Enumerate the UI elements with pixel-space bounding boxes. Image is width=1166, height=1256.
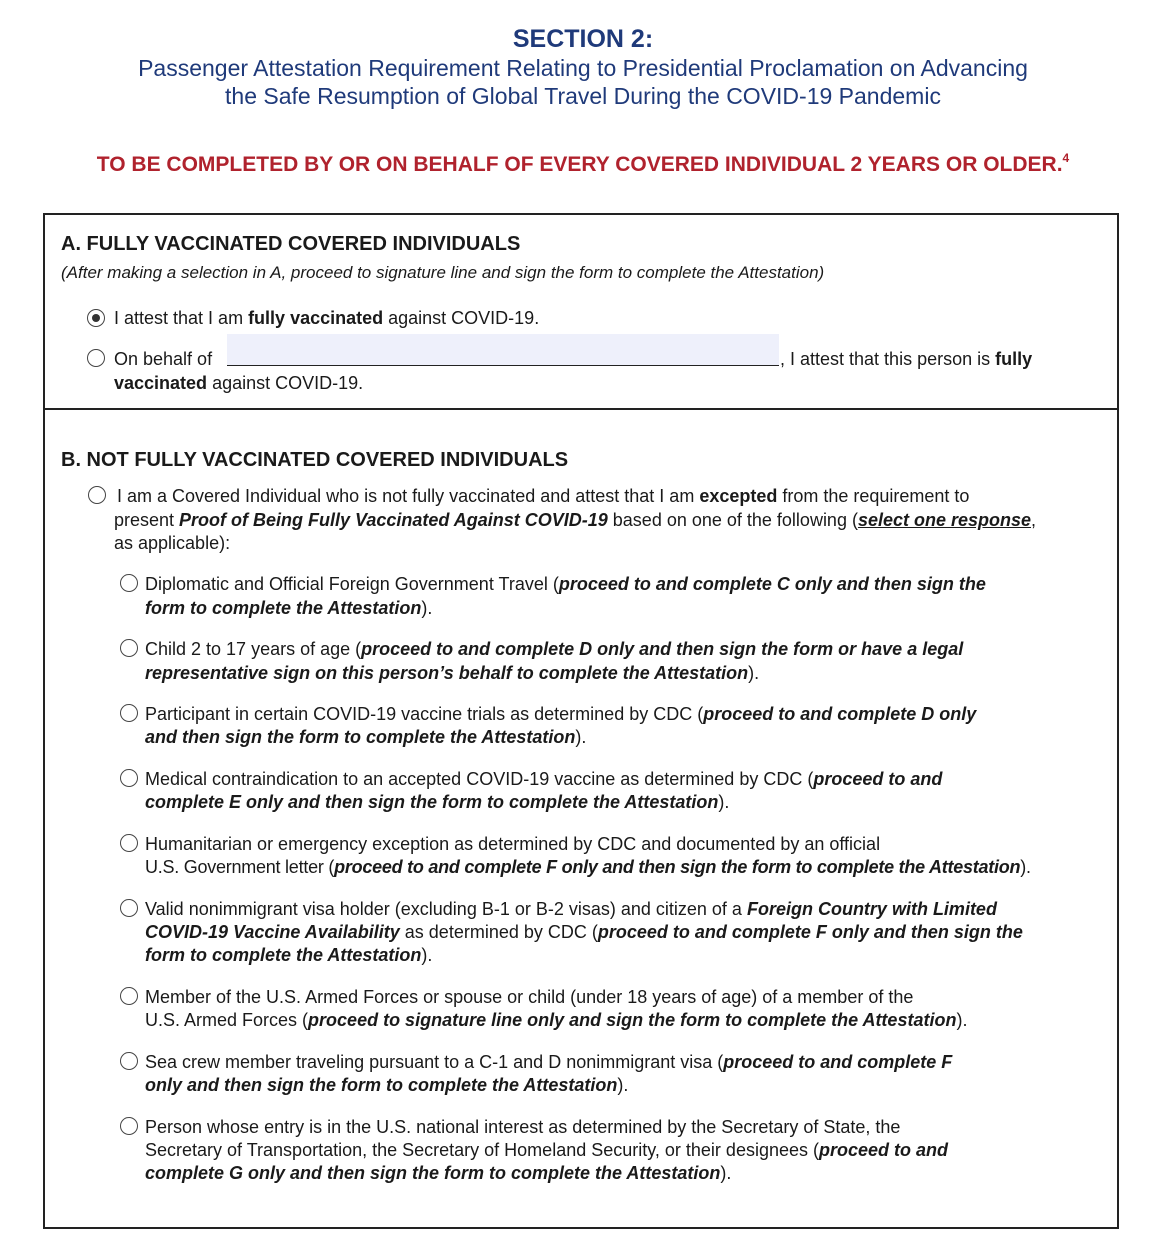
exception-visa-line3: form to complete the Attestation). bbox=[145, 945, 433, 965]
exception-child-line2: representative sign on this person’s behalf to complete the Attestation). bbox=[145, 663, 760, 683]
radio-exception-child[interactable] bbox=[120, 639, 138, 657]
radio-exception-medical[interactable] bbox=[120, 769, 138, 787]
exception-trial-line1: Participant in certain COVID-19 vaccine trials as determined by CDC (proceed to and complete D only bbox=[145, 704, 977, 724]
radio-fully-vaccinated-self[interactable] bbox=[87, 309, 105, 327]
radio-exception-diplomatic[interactable] bbox=[120, 574, 138, 592]
completion-notice bbox=[0, 144, 1166, 179]
exception-child-line1: Child 2 to 17 years of age (proceed to and complete D only and then sign the form or have a legal bbox=[145, 639, 964, 659]
option-on-behalf-pre: On behalf of bbox=[114, 349, 213, 369]
radio-exception-national-interest[interactable] bbox=[120, 1117, 138, 1135]
section-a-instruction: (After making a selection in A, proceed to signature line and sign the form to complete the Attestation) bbox=[61, 263, 825, 282]
exception-seacrew-line1: Sea crew member traveling pursuant to a C-1 and D nonimmigrant visa (proceed to and complete F bbox=[145, 1052, 953, 1072]
notice-text: TO BE COMPLETED BY OR ON BEHALF OF EVERY COVERED INDIVIDUAL 2 YEARS OR OLDER. bbox=[96, 153, 1063, 176]
attestation-form-box bbox=[43, 213, 1119, 1229]
radio-exception-armed-forces[interactable] bbox=[120, 987, 138, 1005]
radio-exception-humanitarian[interactable] bbox=[120, 834, 138, 852]
exception-diplomatic-line2: form to complete the Attestation). bbox=[145, 598, 433, 618]
exception-armed-line1: Member of the U.S. Armed Forces or spouse or child (under 18 years of age) of a member of the bbox=[145, 987, 914, 1007]
radio-exception-sea-crew[interactable] bbox=[120, 1052, 138, 1070]
exception-humanitarian-line2: U.S. Government letter (proceed to and complete F only and then sign the form to complete the Attestation). bbox=[145, 857, 1031, 877]
select-one-response-link: select one response bbox=[857, 510, 1032, 530]
section-a-title: A. FULLY VACCINATED COVERED INDIVIDUALS bbox=[61, 233, 521, 255]
exception-medical-line1: Medical contraindication to an accepted COVID-19 vaccine as determined by CDC (proceed to and bbox=[145, 769, 943, 789]
radio-fully-vaccinated-on-behalf[interactable] bbox=[87, 349, 105, 367]
section-divider bbox=[45, 408, 1117, 410]
radio-exception-vaccine-trial[interactable] bbox=[120, 704, 138, 722]
option-excepted-line1: I am a Covered Individual who is not fully vaccinated and attest that I am excepted from the requirement to bbox=[117, 486, 970, 506]
exception-armed-line2: U.S. Armed Forces (proceed to signature line only and sign the form to complete the Attestation). bbox=[145, 1010, 968, 1030]
section-subtitle-line1: Passenger Attestation Requirement Relating to Presidential Proclamation on Advancing bbox=[138, 55, 1028, 81]
section-title: SECTION 2: bbox=[512, 25, 654, 53]
option-excepted-line3: as applicable): bbox=[114, 533, 231, 553]
option-on-behalf-post: , I attest that this person is fully bbox=[780, 349, 1033, 369]
radio-not-fully-vaccinated-excepted[interactable] bbox=[88, 486, 106, 504]
section-b-title: B. NOT FULLY VACCINATED COVERED INDIVIDUALS bbox=[61, 449, 569, 471]
option-excepted-line2: present Proof of Being Fully Vaccinated Against COVID-19 based on one of the following (select one response, bbox=[114, 510, 1037, 530]
radio-exception-visa-holder[interactable] bbox=[120, 899, 138, 917]
exception-medical-line2: complete E only and then sign the form to complete the Attestation). bbox=[145, 792, 730, 812]
exception-seacrew-line2: only and then sign the form to complete the Attestation). bbox=[145, 1075, 629, 1095]
notice-footnote: 4 bbox=[1062, 151, 1070, 165]
on-behalf-name-field[interactable] bbox=[227, 334, 779, 366]
exception-national-line2: Secretary of Transportation, the Secretary of Homeland Security, or their designees (proceed to and bbox=[145, 1140, 949, 1160]
option-on-behalf-line2: vaccinated against COVID-19. bbox=[114, 373, 364, 393]
section-header bbox=[0, 24, 1166, 110]
exception-humanitarian-line1: Humanitarian or emergency exception as determined by CDC and documented by an official bbox=[145, 834, 881, 854]
exception-visa-line1: Valid nonimmigrant visa holder (excluding B-1 or B-2 visas) and citizen of a Foreign Country with Limited bbox=[145, 899, 997, 919]
section-subtitle-line2: the Safe Resumption of Global Travel During the COVID-19 Pandemic bbox=[225, 83, 941, 109]
exception-diplomatic-line1: Diplomatic and Official Foreign Government Travel (proceed to and complete C only and then sign the bbox=[145, 574, 986, 594]
exception-national-line1: Person whose entry is in the U.S. national interest as determined by the Secretary of State, the bbox=[145, 1117, 901, 1137]
exception-national-line3: complete G only and then sign the form to complete the Attestation). bbox=[145, 1163, 732, 1183]
option-self-vaccinated: I attest that I am fully vaccinated against COVID-19. bbox=[114, 308, 540, 328]
exception-visa-line2: COVID-19 Vaccine Availability as determined by CDC (proceed to and complete F only and then sign the bbox=[145, 922, 1023, 942]
exception-trial-line2: and then sign the form to complete the Attestation). bbox=[145, 727, 587, 747]
